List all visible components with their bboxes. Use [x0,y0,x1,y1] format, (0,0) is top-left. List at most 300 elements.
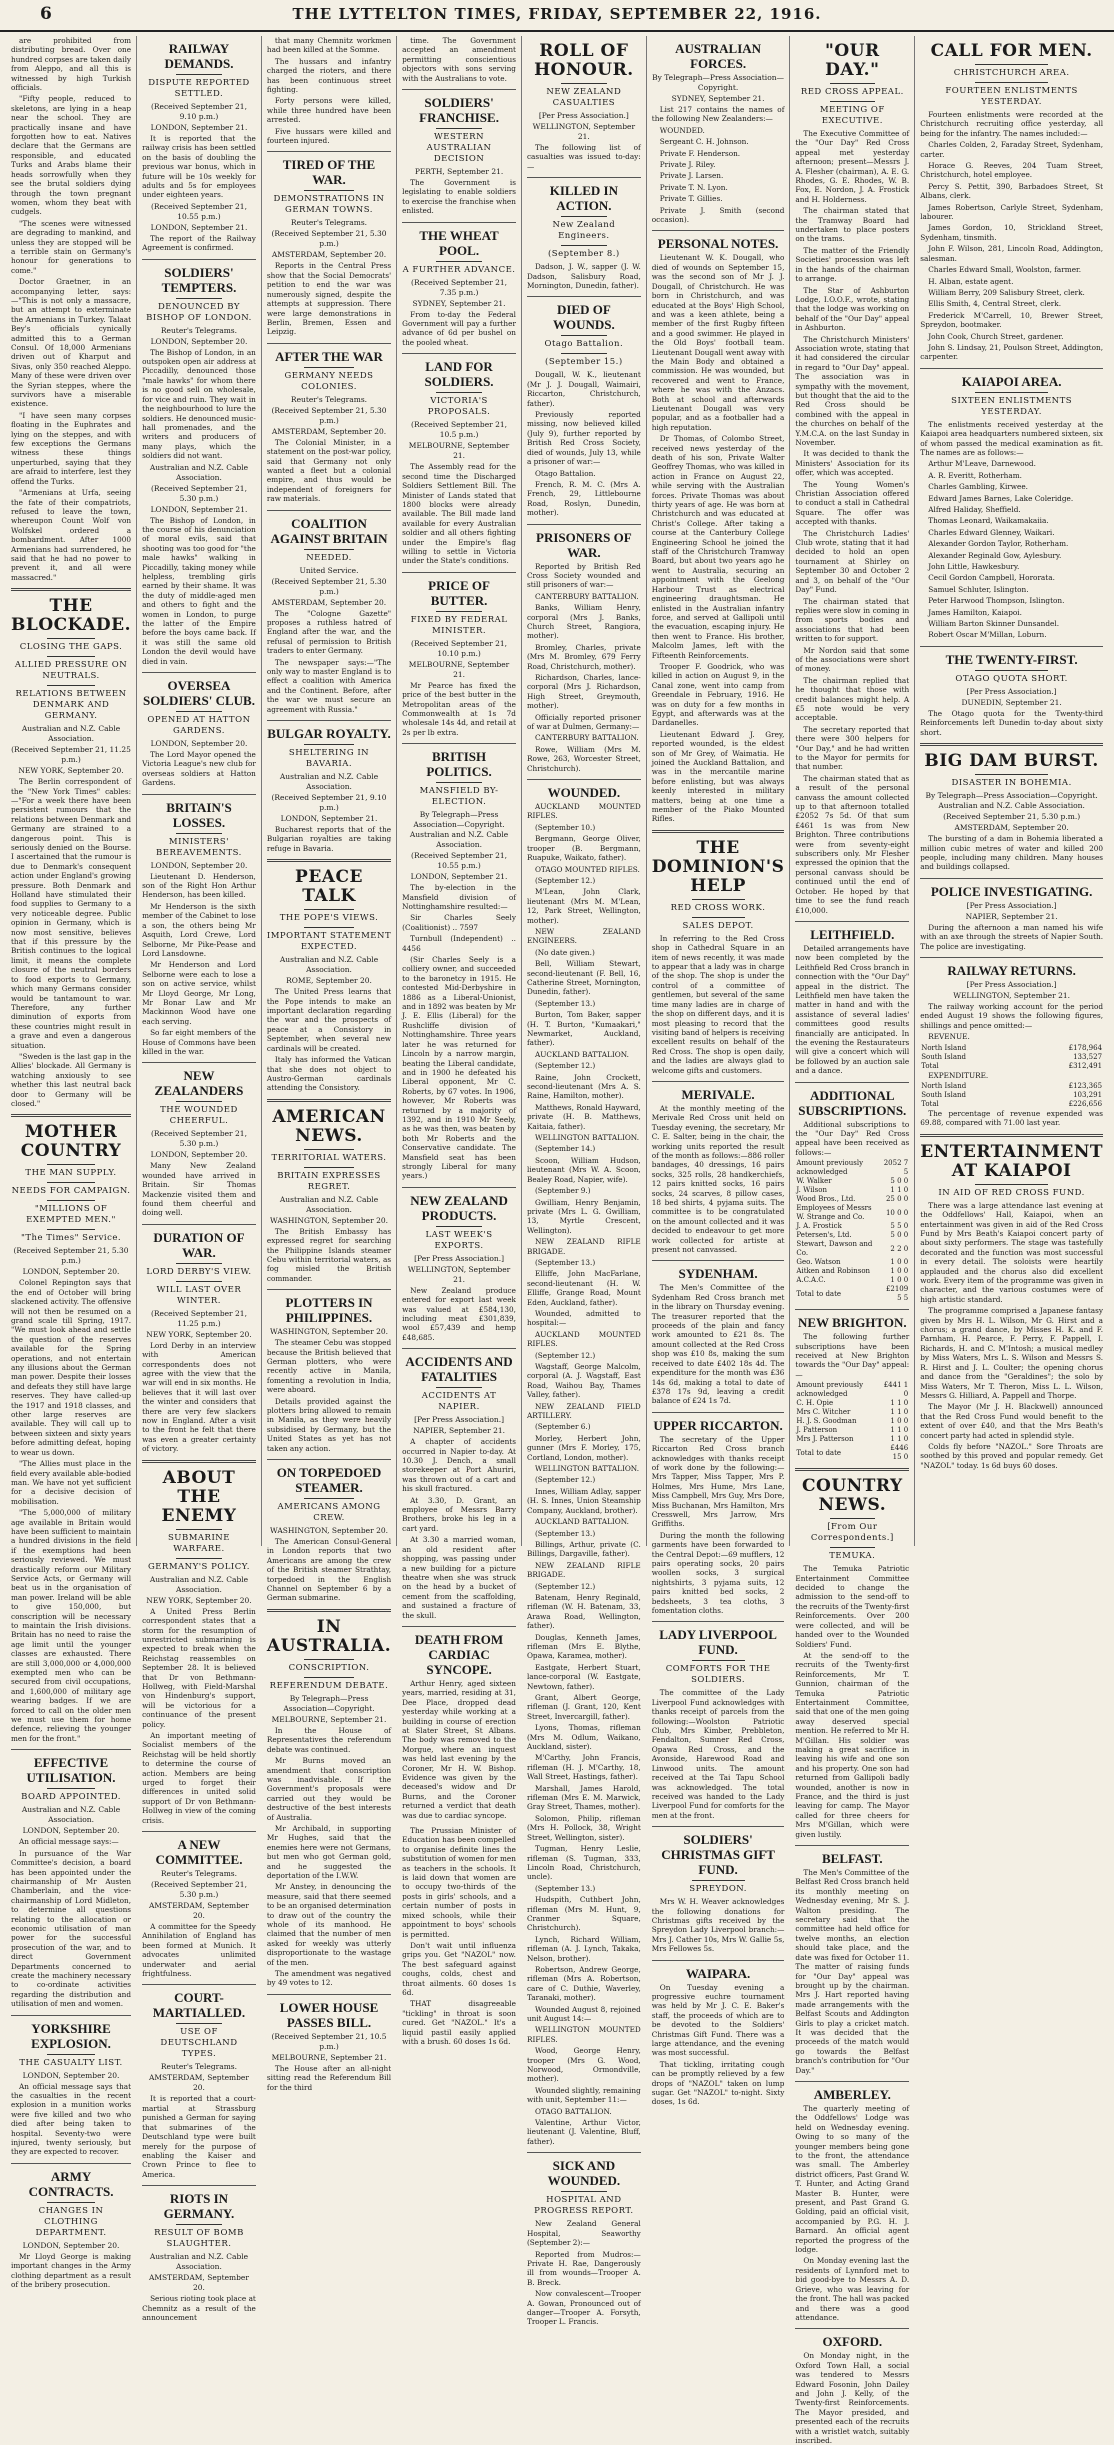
article [142,1990,256,2179]
table-label: Total to date [796,1289,842,1298]
article-paragraph: List 217 contains the names of the following New Zealanders:— [651,105,785,124]
article-paragraph: (September 12.) [534,875,596,885]
article-paragraph: Private J. Larsen. [659,171,724,181]
article-paragraph: (September 13.) [534,1257,596,1267]
headline-rule [304,1659,354,1660]
article-paragraph: (No date given.) [534,947,595,957]
article-headline: DEATH FROM CARDIAC SYNCOPE. [414,1631,504,1677]
article-paragraph: WELLINGTON BATTALION. [534,1464,640,1474]
table-row [920,1062,1103,1071]
article-paragraph: Many New Zealand wounded have arrived in Britain. Sir Thomas Mackenzie visited them and found them cheerful and doing well. [142,1161,256,1218]
article-paragraph: Alfred Haliday, Sheffield. [928,505,1021,514]
article-paragraph: Burton, Tom Baker, sapper (H. T. Burton, "Kumaakari," Newmarket, Auckland, father). [526,1010,641,1048]
article-paragraph: New Zealand produce entered for export last week was valued at £584,130, including meat £301,839, wool £57,439 and hemp £48,685. [402,1285,516,1342]
article-subheadline: "The Times" Service. [20,1233,122,1244]
page-number: 6 [40,4,52,24]
article-divider [11,2163,131,2164]
article-paragraph: The chairman replied that he thought that those with credit balances might help. A £5 note would be very acceptable. [795,675,910,723]
headline-rule [47,1229,95,1230]
dateline: LONDON, September 21. [150,504,248,514]
article-paragraph: (September 12.) [534,1475,596,1485]
news-columns [6,36,1108,2445]
newspaper-title: THE LYTTELTON TIMES, FRIDAY, SEPTEMBER 22, 1916. [292,5,822,23]
article-headline: SYDENHAM. [678,1266,758,1282]
article-subheadline: BOARD APPOINTED. [21,1792,121,1803]
article-subheadline: FOURTEEN ENLISTMENTS YESTERDAY. [945,86,1078,107]
dateline: (Received September 21, 5.30 p.m.) [271,576,387,596]
article-paragraph: AUCKLAND MOUNTED RIFLES. [526,1329,641,1349]
headline-rule [176,833,222,834]
article-paragraph: An official message says:— [19,1837,119,1847]
article [267,349,391,504]
article-source: Reuter's Telegrams. [160,2062,238,2072]
article-paragraph: During the afternoon a man named his wife with an axe through the streets of Napier South. The police are investigating. [920,922,1104,951]
article-source: [Per Press Association.] [966,900,1057,910]
article-divider [920,1134,1103,1137]
article [920,752,1103,872]
article-subheadline: "MILLIONS OF EXEMPTED MEN." [26,1204,116,1226]
article-headline: COURT-MARTIALLED. [152,1990,246,2021]
table-label: Employees of Messrs W. Strange and Co. [796,1204,872,1222]
article-paragraph: Bergmann, George Oliver, trooper (B. Bergmann, Ruapuke, Waikato, father). [526,834,641,863]
article-headline: IN AUSTRALIA. [266,1616,392,1656]
table-label: North Island [921,1081,967,1090]
table-row [795,1267,909,1276]
article-divider [402,572,516,573]
article-headline: AMBERLEY. [813,2086,891,2102]
article-paragraph: The House after an all-night sitting read the Referendum Bill for the third [266,2063,392,2092]
article-headline: OXFORD. [822,2334,883,2350]
subscription-table [795,1159,909,1303]
article-paragraph: Dougall, W. K., lieutenant (Mr J. J. Dougall, Waimairi, Riccarton, Christchurch, father). [526,370,641,408]
article-paragraph: Sir Charles Seely (Coalitionist) .. 7597 [402,913,516,932]
article-paragraph: The Star of Ashburton Lodge, I.O.O.F., wrote, stating that the lodge was working on behalf of the "Our Day" appeal in Ashburton. [795,285,910,333]
article-paragraph: The Colonial Minister, in a statement on the post-war policy, said that Germany not only wanted a fleet but a colonial empire, and thus would be independent of foreigners for raw materials. [266,437,392,504]
headline-rule [561,335,607,336]
article-paragraph: The Men's Committee of the Sydenham Red Cross branch met in the library on Thursday evening. The treasurer reported that the proceeds of the plain and fancy work amounted to £21 8s. The amount collected at the Red Cross shop was £10 8s, making the sum received to date £402 18s 4d. The expenditure for the month was £36 14s 6d, making a total to date of £378 17s 9d, leaving a credit balance of £24 1s 7d. [651,1283,785,1406]
table-row [920,1082,1103,1091]
table-row [795,1285,909,1303]
article-source: Australian and N.Z. Cable Association. [149,2252,249,2272]
dateline: MELBOURNE, September 21. [408,659,510,679]
table-amount: £2109 5 5 [885,1285,909,1303]
article-paragraph: Private T. N. Lyon. [659,182,728,192]
table-row [795,1435,909,1444]
headline-rule [561,353,607,354]
article-paragraph: Charles Gambling, Kirwee. [928,482,1028,492]
article-paragraph: Wood, George Henry, trooper (Mrs G. Wood, Norwood, Ormondville, mother). [526,2046,641,2084]
article-paragraph: Doctor Graetner, in an accompanying letter, says:—"This is not only a massacre, but an attempt to exterminate the Armenians in Turkey. Talaat Bey's officials cynically admitted this to a German Consul. Of 18,000 Armenians driven out of Kharput and Sivas, only 350 reached Aleppo. Many of these were driven over the Syrian steppes, where the survivors have a miserable existence. [11,277,132,409]
article-headline: DURATION OF WAR. [153,1229,245,1260]
headline-rule [176,1101,222,1102]
article-subheadline: AMERICANS AMONG CREW. [277,1502,381,1524]
article [527,42,641,171]
article-paragraph: (September 12.) [534,1581,596,1591]
dateline: LONDON, September 20. [150,1150,248,1160]
article-paragraph: The Executive Committee of the "Our Day" Red Cross appeal met yesterday afternoon; present—Messrs J. A. Flesher (chairman), A. E. G. Rhodes, G. E. Rhodes, W. B. Fox, E. Nordon, J. A. Frostick and H. Holderness. [795,129,910,204]
article-headline: LADY LIVERPOOL FUND. [659,1627,777,1658]
article-paragraph: (September 12.) [534,1061,596,1071]
dateline: LONDON, September 21. [150,123,248,132]
article [652,236,785,823]
table-amount: 1 1 0 [890,1399,909,1408]
article-paragraph: The chairman stated that as a result of the personal canvass the amount collected up to that afternoon totalled £2052 7s 5d. Of that sum £461 1s was from New Brighton. Three contributions were from seventy-eight subscribers only. Mr Flesher expressed the opinion that the personal canvass should be continued until the end of October. He hoped by that time to see the fund reach £10,000. [795,773,910,915]
article-paragraph: The Berlin correspondent of the "New York Times" cables:—"For a week there have been persistent rumours that the relations between Denmark and Germany are strained to a dangerous point. This is seriously denied on the Bourse. I ascertained that the rumour is due to Denmark's consequent action under England's growing pressure. Both Denmark and Holland have stimulated their food supplies to Germany to a very noticeable degree. Public opinion in Germany, which is now most sensitive, believes that if this pressure by the British continues to the logical limit, it means the complete closure of the neutral borders to food exports to Germany, which many Germans consider would be tantamount to war. Therefore, any further diminution of exports from these countries might result in a grave and even a dangerous situation. [11,777,132,1050]
masthead [0,0,1114,32]
article-paragraph: The Prussian Minister of Education has been compelled to organise definite lines the substitution of women for men as teachers in the schools. It is laid down that women are to occupy two-thirds of the posts in girls' schools, and a certain number of posts in mixed schools, while their appointment to boys' schools is permitted. [402,1826,516,1939]
article-paragraph: Details provided against the plotters bring allowed to remain in Manila, as they were heavily subsidised by Germany, but the United States as yet has not taken any action. [266,1396,392,1453]
article-paragraph: WELLINGTON MOUNTED RIFLES. [526,2025,641,2044]
article-paragraph: Douglas, Kenneth James, rifleman (Mrs E. Blythe, Opawa, Karamea, mother). [526,1632,641,1661]
table-row [795,1444,909,1462]
dateline: WELLINGTON, September 21. [532,122,636,141]
article-subheadline: GERMANY NEEDS COLONIES. [284,370,374,392]
article-paragraph: William Berry, 209 Salisbury Street, clerk. [928,287,1085,297]
article-paragraph: OTAGO BATTALION. [534,2106,612,2116]
article-paragraph: The railway working account for the period ended August 19 shows the following figures, shillings and pence omitted:— [920,1001,1104,1030]
article-subheadline: MINISTERS' BEREAVEMENTS. [156,836,242,858]
article-paragraph: "The Allies must place in the field every available able-bodied man. We have not yet sufficient for a decisive decision of mobilisation. [11,1459,132,1506]
article-subheadline: IN AID OF RED CROSS FUND. [938,1187,1085,1198]
article [267,157,391,336]
article-subheadline: NEW ZEALAND CASUALTIES [546,87,622,108]
article-headline: PEACE TALK [295,867,363,907]
article [142,800,256,1057]
table-label: Amount previously acknowledged [796,1381,864,1399]
table-row [795,1204,909,1222]
article-paragraph: Eastgate, Herbert Stuart, lance-corporal (W. Eastgate, Newtown, father). [526,1662,641,1691]
article-subheadline: A FURTHER ADVANCE. [402,264,516,275]
article-paragraph: "Armenians at Urfa, seeing the fate of their compatriots, refused to leave the town, whereupon Count Wolf von Wolfskel ordered a bombardment. After 1000 Armenians had surrendered, he said that he had no power to prevent it, and all were massacred." [11,488,132,582]
article-source: Australian and N.Z. Cable Association. [279,1194,379,1214]
dateline: (Received September 21, 10.55 p.m.) [411,851,508,871]
article-divider [920,368,1103,369]
article-subheadline: OTAGO QUOTA SHORT. [955,673,1068,684]
dateline: WASHINGTON, September 20. [269,1327,389,1337]
article [402,1354,516,1620]
article [795,1477,909,1839]
article-paragraph: Alexander Gordon Taylor, Rotherham. [928,539,1069,549]
headline-rule [47,1788,95,1789]
headline-rule [47,638,95,639]
article-paragraph: "I have seen many corpses floating in the Euphrates and lying on the steppes, and with few exceptions the Germans witness these things unperturbed, saying that they are afraid to interfere, lest they offend the Turks. [11,410,132,486]
article-divider [795,921,909,922]
article-paragraph: Grant, Albert George, rifleman (J. Grant, 120, Kent Street, Invercargill, father). [526,1693,641,1721]
article-paragraph: Ellis Smith, 4, Central Street, clerk. [928,299,1062,309]
article-paragraph: Percy S. Pettit, 390, Barbadoes Street, St Albans, clerk. [920,181,1104,201]
headline-rule [436,782,482,783]
article-paragraph: Wounded slightly, remaining with unit, September 11:— [526,2085,641,2105]
article-paragraph: The Bishop of London, in an outspoken open air address at Piccadilly, denounced those "male hawks" for whom there is no good sell on wholesale, for vice and ruin. They wait in the neighbourhood to lure the soldiers. He denounced music-hall promenades, and the writers and producers of many plays, which the soldiers did not want. [142,347,256,461]
article-paragraph: H. Alban, estate agent. [928,276,1014,286]
dateline: NAPIER, September 21. [965,911,1058,921]
table-amount: 10 0 0 [885,1208,909,1217]
article-divider [267,151,391,152]
article-paragraph: (Sir Charles Seely is a colliery owner, and succeeded to the baronetcy in 1915. He contested Mid-Derbyshire in 1886 as a Liberal-Unionist, and in 1892 was beaten by Mr J. E. Ellis (Liberal) for the Rushcliffe division of Nottinghamshire. Three years later he was returned for Lincoln by a narrow margin, beating the Liberal candidate, and in 1900 he defeated his Liberal opponent, Mr C. Roberts, by 67 votes. In 1906, however, Mr Roberts was returned by a majority of 1392, and in 1910 Mr Seely, as he was then, was beaten by both Mr Roberts and the Conservative candidate. The Mansfield seat has been strongly Liberal for many years.) [402,955,516,1181]
article [11,2169,131,2290]
article-headline: AUSTRALIAN FORCES. [675,41,762,71]
article-subheadline: USE OF DEUTSCHLAND TYPES. [160,2027,238,2060]
article-paragraph: Richardson, Charles, lance-corporal (Mrs J. Richardson, High Street, Greymouth, mother). [526,673,641,711]
dateline: (Received September 21, 10.5 p.m.) [271,2031,387,2051]
article-paragraph: Otago Battalion. [534,468,596,478]
article-paragraph: The Government is legislating to enable soldiers to exercise the franchise when enlisted. [402,178,516,216]
article-headline: ON TORPEDOED STEAMER. [276,1465,382,1496]
article-paragraph: The chairman stated that replies were slow in coming in from sports bodies and associations that had been written to for support. [795,596,910,644]
table-amount: 1 0 0 [890,1417,909,1426]
article-paragraph: Lynch, Richard William, rifleman (A. J. Lynch, Takaka, Nelson, brother). [526,1934,641,1963]
headline-rule [561,245,607,246]
article-subheadline: (September 15.) [545,357,623,368]
article-subheadline: REFERENDUM DEBATE. [269,1680,389,1691]
article-source: Australian and N.Z. Cable Association. [149,462,249,482]
table-label: H. J. S. Goodman [796,1417,857,1426]
article-paragraph: A United Press Berlin correspondent states that a storm for the resumption of unrestricted submarining is expected to break when the Reichstag reassembles on September 28. It is believed that Dr von Bethmann-Hollweg, with Field-Marshal von Hindenburg's support, will be victorious for a continuance of the present policy. [142,1606,256,1729]
article-paragraph: Private T. Gillies. [659,194,723,204]
article-paragraph: Detailed arrangements have now been completed by the Leithfield Red Cross branch in connection with the "Our Day" appeal in the district. The Leithfield men have taken the matter in hand and with the assistance of several ladies' committees good results financially are anticipated. In the evening the Restaurateurs will give a concert which will be followed by an auction sale and a dance. [795,943,910,1076]
article-divider [267,343,391,344]
article-source: By Telegraph—Press Association—Copyright. [283,1693,375,1713]
article-paragraph: Mr Archibald, in supporting Mr Hughes, said that the enemies here were not Germans, but men who got German gold, and he suggested the deportation of the I.W.W. [266,1823,392,1880]
article-divider [267,1099,391,1102]
dateline: LONDON, September 20. [22,2240,120,2250]
headline-rule [975,82,1048,83]
article-paragraph: Mr Burns moved an amendment that conscription was inadvisable. If the Government's proposals were carried out they would be destructive of the best interests of Australia. [266,1756,392,1822]
table-label: South Island [921,1090,967,1099]
dateline: LONDON, September 21. [280,814,378,824]
headline-rule [436,392,482,393]
headline-rule [830,1518,876,1519]
article-subheadline: RELATIONS BETWEEN DENMARK AND GERMANY. [15,689,127,722]
article-subheadline: THE POPE'S VIEWS. [279,913,379,924]
headline-rule [436,1387,482,1388]
article-divider [795,1468,909,1471]
article-paragraph: The quarterly meeting of the Oddfellows' Lodge was held on Wednesday evening. Owing to so many of the younger members being gone to the front, the attendance was small. The Amberley district officers, Past Grand W. T. Hunter, and Acting Grand Master B. Hunter, were present, and Past Grand G. Golding, paid an official visit, accompanied by P.G. H. J. Barnard. An official agent reported the progress of the lodge. [795,2103,910,2255]
dateline: WASHINGTON, September 20. [269,1526,389,1536]
article-paragraph: Batenam, Henry Reginald, rifleman (W. H. Batenam, 33, Arawa Road, Wellington, father). [526,1592,641,1631]
article-source: Australian and N.Z. Cable Association. [21,724,121,744]
table-label: Petersen's, Ltd. [796,1231,852,1240]
article [267,1108,391,1283]
article-headline: "OUR DAY." [825,41,880,80]
article-paragraph: Lieutenant W. K. Dougall, who died of wounds on September 15, was the second son of Mr J. J. Dougall, of Christchurch. He was born in Christchurch, and was educated at the Boys' High School, and was a keen athlete, being a member of the first Rugby fifteen and a good swimmer. He played in the Old Boys' football team. Lieutenant Dougall went away with the Main Body and obtained a commission. He was wounded, but recovered and went to France, where he was with the Anzacs. Both at school and afterwards Lieutenant Dougall was very popular, and as a footballer had a high reputation. [651,253,785,432]
article-divider [795,2328,909,2329]
table-amount: 2 2 0 [890,1244,909,1253]
article-paragraph: Fourteen enlistments were recorded at the Christchurch recruiting office yesterday, all being for the infantry. The names included:— [920,110,1104,138]
article [795,1315,909,1462]
article-subheadline: SHELTERING IN BAVARIA. [288,748,370,770]
article-paragraph: Reports in the Central Press show that the Social Democrats' petition to end the war was numerously signed, despite the attempts at suppression. There were large demonstrations in Berlin, Bremen, Essen and Leipzig. [266,261,392,337]
article [267,1618,391,1988]
table-row [795,1426,909,1435]
headline-rule [692,1880,745,1881]
article-headline: THE TWENTY-FIRST. [945,651,1078,667]
article-subheadline: HOSPITAL AND PROGRESS REPORT. [534,2195,634,2217]
article-subheadline: [From Our Correspondents.] [810,1522,894,1544]
article [11,597,131,1108]
article-source: Reuter's Telegrams. [290,394,368,404]
article-paragraph: The Lord Mayor opened the Victoria League's new club for overseas soldiers at Hatton Gardens. [142,750,256,788]
article-paragraph: There was a large attendance last evening at the Oddfellows' Hall, Kaiapoi, when an entertainment was given in aid of the Red Cross Fund by Mrs Beath's Kaiapoi concert party of about sixty performers. The stage was tastefully decorated and the function was most successful in every detail. The soloists were heartily applauded and the chorus also did excellent work. Every item of the programme was given in character, and the various costumes were of high artistic standard. [920,1200,1104,1304]
article-divider [142,794,256,795]
dateline: (Received September 21, 10.10 p.m.) [411,638,508,658]
headline-rule [176,1263,222,1264]
article-headline: OVERSEA SOLDIERS' CLUB. [142,678,255,709]
table-row [795,1417,909,1426]
dateline: LONDON, September 20. [22,1267,120,1277]
article-divider [267,1609,391,1612]
dateline: (Received September 21, 5.30 p.m.) [150,1129,247,1149]
article-divider [652,1960,785,1961]
article-subheadline: WESTERN AUSTRALIAN DECISION [426,132,492,165]
article-paragraph: Turnbull (Independent) .. 4456 [402,934,516,953]
headline-rule [47,656,95,657]
article-paragraph: The Young Women's Christian Association offered to conduct a stall in Cathedral Square. The offer was accepted with thanks. [795,479,910,527]
dateline: AMSTERDAM, September 20. [148,2073,249,2093]
article-subheadline: CHRISTCHURCH AREA. [953,68,1070,78]
article-headline: RAILWAY RETURNS. [947,962,1076,978]
table-row [795,1159,909,1177]
dateline: LONDON, September 20. [150,336,248,346]
dateline: LONDON, September 20. [150,860,248,870]
article [142,1068,256,1217]
article [11,2021,131,2157]
article [652,1966,785,2107]
dateline: (Received September 21, 11.25 p.m.) [11,745,131,765]
dateline: (Received September 21, 9.10 p.m.) [271,793,387,813]
article [920,652,1103,737]
article-source: By Telegraph—Press Association—Copyright. [652,73,785,92]
article-subheadline: BRITAIN EXPRESSES REGRET. [277,1170,381,1192]
article-paragraph: The newspaper says:—"The only way to master England is to effect a coalition with America and the Continent. Before, after the war we must secure an agreement with Russia." [266,657,392,714]
article-paragraph: Charles Edward Small, Woolston, farmer. [928,265,1082,275]
article-headline: ACCIDENTS AND FATALITIES [405,1354,513,1385]
article [402,1632,516,1820]
article-divider [795,1082,909,1083]
article-paragraph: From to-day the Federal Government will pay a further advance of 6d per bushel on the pooled wheat. [402,309,516,347]
article-divider [652,1826,785,1827]
dateline: LONDON, September 21. [150,222,248,232]
article-divider [402,353,516,354]
article-paragraph: Private J. Smith (second occasion). [651,205,785,225]
article-headline: BULGAR ROYALTY. [267,726,391,742]
headline-rule [47,2054,95,2055]
article-divider [267,859,391,862]
article [652,1627,785,1820]
article-headline: EFFECTIVE UTILISATION. [26,1755,116,1786]
table-amount: 5 0 0 [890,1177,909,1186]
article-headline: UPPER RICCARTON. [653,1417,783,1433]
article-divider [402,89,516,90]
headline-rule [692,917,745,918]
headline-rule [304,1677,354,1678]
article [267,2000,391,2092]
article-paragraph: Hudspith, Cuthbert John, rifleman (Mrs M. Hunt, 9, Cranmer Square, Christchurch). [526,1895,641,1933]
article-paragraph: NEW ZEALAND FIELD ARTILLERY. [526,1401,641,1421]
article [795,1088,909,1304]
article-paragraph: Previously reported missing, now believed killed (July 9), further reported by British Red Cross Society, died of wounds, July 13, while a prisoner of war:— [526,410,641,467]
article-paragraph: Arthur Henry, aged sixteen years, married, residing at 31, Dee Place, dropped dead yesterday while working at a building in course of erection at Slater Street, St Albans. The body was removed to the Morgue, where an inquest was held last evening by the Coroner, Mr H. W. Bishop. Evidence was given by the deceased's widow and Dr Burns, and the Coroner returned a verdict that death was due to cardiac syncope. [402,1678,516,1820]
article-paragraph: (September 13.) [534,1883,596,1893]
article-source: [Per Press Association.] [966,686,1057,696]
article-paragraph: At 3.30 a married woman, an old resident after shopping, was passing under a new building for a picture theatre when she was struck on the head by a bucket of cement from the scaffolding, and sustained a fracture of the skull. [402,1535,516,1620]
dateline: WASHINGTON, September 20. [269,1215,389,1225]
news-column [522,36,647,2327]
article-paragraph: The Otago quota for the Twenty-third Reinforcements left Dunedin to-day about sixty short. [920,708,1104,737]
article-subheadline: TEMUKA. [829,1551,876,1562]
article-subheadline: ALLIED PRESSURE ON NEUTRALS. [14,660,128,682]
article-subheadline: SUBMARINE WARFARE. [167,1532,230,1554]
table-amount: 5 0 0 [890,1231,909,1240]
headline-rule [975,392,1048,393]
article-paragraph: The Bishop of London, in the course of his denunciation of moral evils, said that shooting was too good for "the male hawks" walking in Piccadilly, taking money while helpless, trembling girls earned by their shame. It was the duty of middle-aged men and others to fight and the women in London, to purge the latter of the Empire before the boys came back. If it was still the same old London the devil would have died in vain. [142,515,256,666]
article-subheadline: THE WOUNDED CHEERFUL. [160,1105,238,1127]
article-divider [142,1460,256,1463]
article [402,95,516,216]
article-source: Reuter's Telegrams. [160,325,238,335]
headline-rule [975,1184,1048,1185]
subscription-table [920,1082,1103,1109]
article-paragraph: The chairman stated that the Tramway Board had undertaken to place posters on the trams. [795,206,910,244]
dateline: NEW YORK, September 20. [146,1595,252,1605]
article [267,868,391,1092]
article-paragraph: Morley, Herbert John, gunner (Mrs F. Morley, 175, Cortland, London, mother). [526,1433,641,1462]
article-source: Reuter's Telegrams. [160,1869,238,1879]
article-paragraph: The by-election in the Mansfield division of Nottinghamshire resulted:— [402,883,516,911]
dateline: (Received September 21, 9.10 p.m.) [150,102,247,121]
table-label: Wood Bros., Ltd. [796,1195,856,1204]
article-paragraph: Scoon, William Hudson, lieutenant (Mrs W. A. Scoon, Bealey Road, Napier, wife). [526,1155,641,1184]
article-paragraph: At the send-off to the recruits of the Twenty-first Reinforcements, Mr T. Gunnion, chairman of the Temuka Patriotic Entertainment Committee, said that one of the men going away deserved special mention. He referred to Mr H. M'Gillan. His soldier was making a great sacrifice in leaving his wife and one son and his property. One son had returned from Gallipoli badly wounded, another is now in France, and the third is just leaving for camp. The Mayor called for three cheers for Mrs M'Gillan, which were given lustily. [795,1650,910,1839]
article [527,183,641,290]
article-paragraph: CANTERBURY BATTALION. [534,591,639,601]
article [795,42,909,915]
article-divider [267,1994,391,1995]
article-headline: NEW ZEALAND PRODUCTS. [410,1192,508,1223]
article-paragraph: John S. Lindsay, 21, Poulson Street, Addington, carpenter. [920,342,1104,362]
article-paragraph: Lieutenant D. Henderson, son of the Right Hon Arthur Henderson, has been killed. [142,871,256,900]
article-divider [527,177,641,178]
article-divider [527,779,641,780]
article-divider [527,524,641,525]
table-label: South Island [921,1052,967,1061]
article-divider [527,296,641,297]
article-subheadline: RED CROSS APPEAL. [800,87,904,97]
headline-rule [436,128,482,129]
article-subheadline: SPREYDON. [689,1884,747,1895]
article-paragraph: Reported by British Red Cross Society wounded and still prisoners of war:— [526,561,641,590]
article-headline: PRISONERS OF WAR. [536,529,632,560]
article-divider [652,1412,785,1413]
article-divider [142,2185,256,2186]
article-paragraph: An official message says that the casualties in the recent explosion in a munition works were five killed and two who died after being taken to hospital. Seventy-two were injured, twenty seriously, but they are expected to recover. [11,2081,132,2157]
article-paragraph: Colds fly before "NAZOL." Sore Throats are soothed by this proved and popular remedy. Get "NAZOL" today. 1s 6d buys 60 doses. [920,1441,1104,1470]
article-subheadline: MEETING OF EXECUTIVE. [819,105,885,126]
article-paragraph: The enlistments received yesterday at the Kaiapoi area headquarters numbered sixteen, six of whom passed the medical examination as fit. The names are as follows:— [920,419,1104,457]
article [142,2191,256,2322]
article-headline: SOLDIERS' CHRISTMAS GIFT FUND. [661,1832,775,1878]
article-headline: COUNTRY NEWS. [802,1476,903,1516]
article-headline: THE BLOCKADE. [11,596,132,636]
table-label: J. Wilson [796,1186,827,1195]
article-paragraph: Reported from Mudros:—Private H. Rae, Dangerously ill from wounds—Trooper A. B. Breck. [526,2249,641,2287]
article-paragraph: Charles Colden, 2, Faraday Street, Sydenham, carter. [920,140,1104,159]
article-divider [795,1309,909,1310]
article-divider [142,1224,256,1225]
article-paragraph: A committee for the Speedy Annihilation of England has been formed at Munich. It advocates unlimited underwater and aerial frightfulness. [142,1922,256,1979]
dateline: ROME, September 20. [286,976,372,986]
article-paragraph: M'Carthy, John Francis, rifleman (H. J. M'Carthy, 18, Wall Street, Hastings, father). [526,1753,641,1782]
